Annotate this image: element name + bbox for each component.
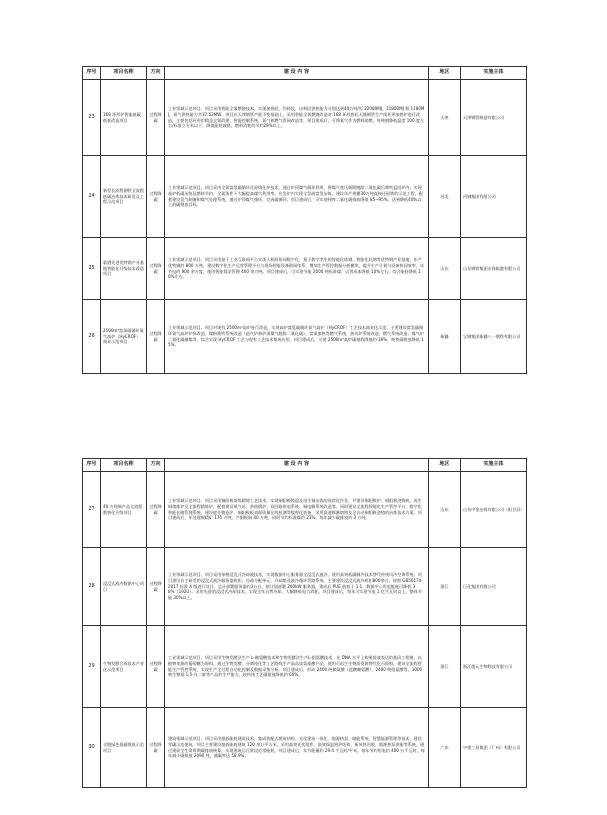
row-entity: 河钢集团有限公司 [461,156,527,238]
header-content: 建 设 内 容 [165,459,429,472]
row-direction: 过程降碳 [147,300,165,374]
row-no: 23 [83,80,101,156]
row-content: 工业领域示范项目。项目采用基于工业互联网平台实现人机料协同数字化，基于数字孪生的智能化炼钢、智能化轧钢等优特钢产业基地，年产优特钢约 800 万吨，建设数字化生产运营管理平台与现场智能设备联网体系，增加生产管控数据分析模块，提升生产计划与设备协同效率，年节电约 900 余万度，使用智能算法管理 400 余万吨。项目建成后，可实现节能 2000 吨标准煤，运营成本降低 10%左右，综合能耗降低 10%左右。 [165,238,429,300]
row-no: 28 [83,548,101,626]
row-no: 26 [83,300,101,374]
header-region: 地区 [429,459,461,472]
table-row [83,156,527,238]
project-table-top [82,66,527,374]
table-header-row [83,67,527,80]
row-region: 山东 [429,472,461,548]
row-entity: 巨化集团有限公司 [461,548,527,626]
table-row [83,548,527,626]
header-direction: 方向 [147,67,165,80]
row-region: 广东 [429,708,461,788]
header-entity: 实施主体 [461,67,527,80]
row-entity: 中建三局集团（广州）有限公司 [461,708,527,788]
table-header-row [83,459,527,472]
row-direction: 过程降碳 [147,80,165,156]
row-no: 29 [83,626,101,708]
row-content: 工业领域示范项目。项目采用智能全氧燃烧技术，实现加热段、均热段、出料段供热能力分别达到40万吨/年 22080MJ、11800MJ 和 1180MJ，氧气供热能力共37.52MW。项目在天津钢管产能不变基础上，采用智能全氧燃烧改造对 168 环形热轧无缝钢管生产线环形加热炉进行改造，主要包括环形炉精益全氧改建、智能控制系统、氧气和燃气管网改造等。项目建成后，可将氧气作为燃料助燃，每吨钢降低温度 100 度左右/标准立方米以下，降低能耗减排，燃料消耗约节约28%以上。 [165,80,429,156]
table-row [83,238,527,300]
row-content: 工业领域示范项目。项目对现有 2500m³高炉进行改造，实现高炉富氢碳循环氧气高炉（HyCROF）工艺技术商业化示范。主要建设富氢碳循环氧气高炉炉体改造、煤粉喷吹系统改造（造气炉和炉顶煤气脱除二氧化碳）、富氧加热等燃气系统，热风炉系统改造、燃气系统改造、煤气炉二氧化碳捕集等，综合实现 HyCROF 工艺与现有工艺技术集成应用。项目建成后，可使 2500m³高炉碳排放降低约 30%，吨铁碳排放降低 15%。 [165,300,429,374]
row-name: 临港先进优特钢产业基地智能化升级技术改造项目 [101,238,147,300]
header-name: 项目名称 [101,459,147,472]
row-entity: 山东中金冶炼有限公司（阳谷县） [461,472,527,548]
row-name: 168 环形炉智能低碳低耗改造项目 [101,80,147,156]
row-name: 浸没式液冷数据中心项目 [101,548,147,626]
row-content: 工业领域示范项目。项目采用单相浸没式冷却液技术，实现数据中心服务器全浸没式液冷，使用高效低碳制冷技术替代传统风冷空调系统。项目建设自主研发的浸没式液冷服务器机柜、冷却分配单元、冷却塔及液冷循环管路系统，主要建设浸没式液冷机柜800余台，按照 GB50174-2017 标准 A 级进行设计，总计部署服务器约3万台，按计划部署 200kW 服务器，建成后 PUE 值低于 1.1，数据中心用电能耗可降低 38%（192U）。采用先进的浸没式冷却技术，实现全年自然冷却，大幅降低电力消耗。项目建成后，每年可实现节电 1 亿千瓦时以上，整体节能 30%以上。 [165,548,429,626]
row-content: 建筑领域示范项目。项目采用超低能耗建筑技术，集成装配式建筑结构、光伏建筑一体化、地源热泵、储能系统、智慧能源管理等技术，建设零碳示范建筑。项目主要建设超低能耗建筑 120 余万平方米，采用高效光伏组件、高效保温围护结构、新风热回收、地源热泵供能等系统，通过建筑全生命周期碳排放核算，实现建筑运行阶段近零能耗。项目建成后，年节能量约 29.4 千瓦时/平米，每年节约用电约 400 万千瓦时，每年减少碳排放 2090 吨，减碳率达 58.9%。 [165,708,429,788]
row-region: 天津 [429,80,461,156]
header-direction: 方向 [147,459,165,472]
row-direction: 过程降碳 [147,708,165,788]
row-name: 2500m³富氧碳循环氧气高炉（HyCROF）商业示范项目 [101,300,147,374]
row-name: 生物发酵合成技术产业化示范项目 [101,626,147,708]
row-entity: 宝钢集团新疆八一钢铁有限公司 [461,300,527,374]
row-content: 工业领域示范项目。项目采用全氧富氢碳循环还原熔化炉技术，通过炉顶煤气循环利用，将煤气变压吸附脱除二氧化碳后喷吹返回炉内，实现高炉低碳冶炼及燃料节约，全氧条件下大幅提高煤气利用率，在竖炉内实现全氢或富氢冶炼，建设年产规模30万吨直接还原铁的示范工程，配套建设氢气制备和煤气处理系统，通过炉顶煤气循环，完成碳循环。项目建成后，可实现吨铁二氧化碳排放降低 85~95%，达到降低40%以上的碳排放目标。 [165,156,429,238]
table-row [83,300,527,374]
row-no: 25 [83,238,101,300]
header-entity: 实施主体 [461,459,527,472]
row-direction: 过程降碳 [147,472,165,548]
row-name: 40 万吨铜产品全流程数智化升级项目 [101,472,147,548]
table-row [83,626,527,708]
header-region: 地区 [429,67,461,80]
row-region: 浙江 [429,548,461,626]
row-no: 27 [83,472,101,548]
project-table-bottom [82,458,527,788]
header-no: 序号 [83,67,101,80]
header-content: 建 设 内 容 [165,67,429,80]
row-direction: 过程降碳 [147,548,165,626]
row-no: 30 [83,708,101,788]
table-row [83,472,527,548]
header-no: 序号 [83,459,101,472]
table-row [83,708,527,788]
header-name: 项目名称 [101,67,147,80]
row-entity: 山东钢铁集团永锋临港有限公司 [461,238,527,300]
row-region: 山东 [429,238,461,300]
row-direction: 过程降碳 [147,156,165,238]
row-name: 全链绿色低碳建筑示范项目 [101,708,147,788]
row-content: 工业领域示范项目。项目采用生物发酵法生产 L-赖氨酸技术和生物发酵法生产L-组氨酸技术，在 DNA 水平上构建高效表达的基因工程菌，以植物来源的葡萄糖为原料，通过生物发酵、分离纯化等工艺路线生产高品质氨基酸产品，使用可再生生物质资源替代化石原料，建设全流程智能生产管控系统，实现生产全过程自动化控制及数据采集分析。项目建成后，形成 2400 吨赖氨酸（盐酸赖氨酸）、2400 吨组氨酸等，1000 吨生物基 1,5-戊二胺等产品的生产能力，较传统工艺碳排放降低约 60%。 [165,626,429,708]
row-direction: 过程降碳 [147,238,165,300]
row-entity: 浙江震元生物科技有限公司 [461,626,527,708]
row-region: 新疆 [429,300,461,374]
row-content: 工业领域示范项目。项目采用铜阳极熔炼精铸工艺技术，实现铜阳极铸造及再生铜冶炼的连续化作业，并建设铜阳极炉、铜阳极浇铸机、再生铜熔炼炉及全流程精炼炉，配套建设氧气站、余热锅炉、双回路供电系统、铜电解系统改造等。同时建设全流程智能化生产管控平台、数字化智能仓储管理系统，建设提升铸造炉、铜阳极板表面质量在线检测等数智化装备，采用高速喷淋熔铸及全自动铜阳极浇铸的冶炼技术方案。项目建成后，年处理铜精矿 175 万吨，产阳极铜 40 万吨，同时节约标准煤约 23%，每年减少碳排放约 3 万吨。 [165,472,429,548]
row-entity: 天津钢管制造有限公司 [461,80,527,156]
row-name: 新型长流程钢铁全流程低碳冶炼技术研发及工程示范项目 [101,156,147,238]
table-row [83,80,527,156]
row-region: 浙江 [429,626,461,708]
row-no: 24 [83,156,101,238]
row-direction: 过程降碳 [147,626,165,708]
row-region: 河北 [429,156,461,238]
